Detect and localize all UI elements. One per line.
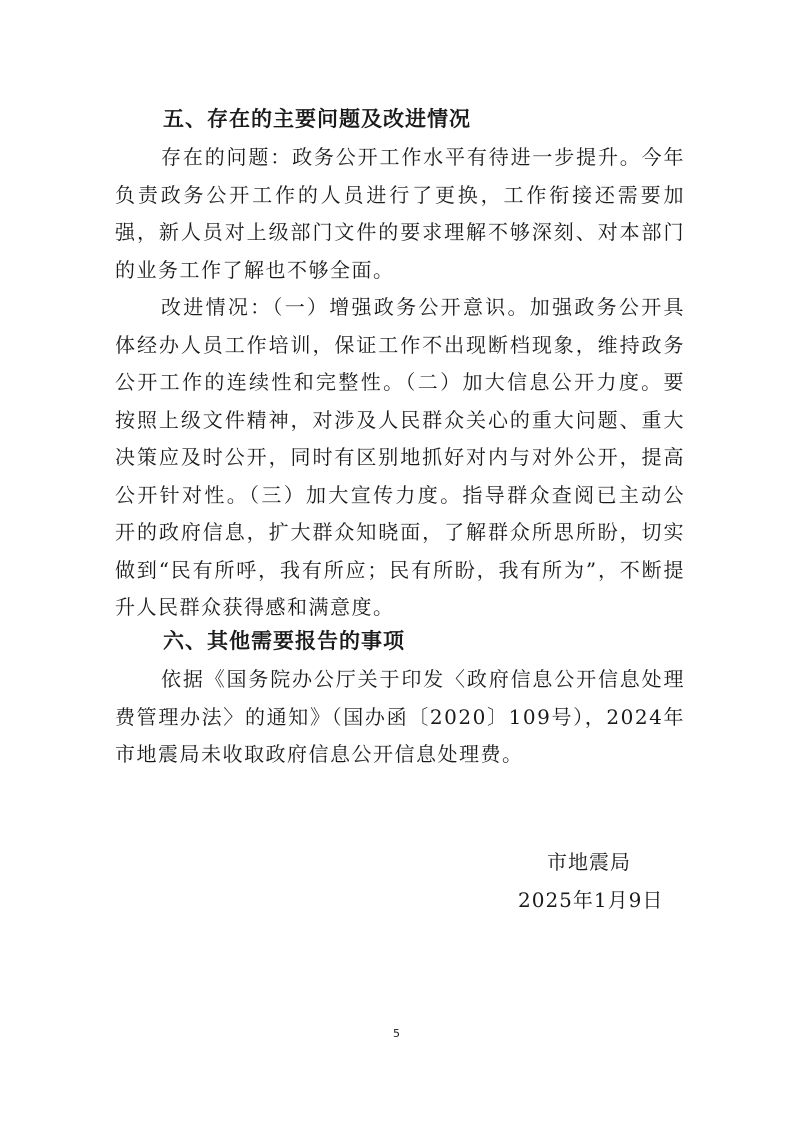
signature-date: 2025年1月9日 <box>518 888 664 912</box>
section-five-title: 五、存在的主要问题及改进情况 <box>163 107 471 131</box>
section-five-problems-paragraph: 存在的问题：政务公开工作水平有待进一步提升。今年负责政务公开工作的人员进行了更换，工作衔接还需要加强，新人员对上级部门文件的要求理解不够深刻、对本部门的业务工作了解也不够全面。 <box>115 145 685 282</box>
page-number: 5 <box>393 1027 400 1040</box>
section-five-improvements-paragraph: 改进情况：（一）增强政务公开意识。加强政务公开具体经办人员工作培训，保证工作不出现断档现象，维持政务公开工作的连续性和完整性。（二）加大信息公开力度。要按照上级文件精神，对涉及人民群众关心的重大问题、重大决策应及时公开，同时有区别地抓好对内与对外公开，提高公开针对性。（三）加大宣传力度。指导群众查阅已主动公开的政府信息，扩大群众知晓面，了解群众所思所盼，切实做到“民有所呼，我有所应；民有所盼，我有所为”，不断提升人民群众获得感和满意度。 <box>115 295 685 619</box>
section-six-title: 六、其他需要报告的事项 <box>163 629 405 653</box>
section-six-paragraph: 依据《国务院办公厅关于印发〈政府信息公开信息处理费管理办法〉的通知》（国办函〔2020〕109号），2024年市地震局未收取政府信息公开信息处理费。 <box>115 667 685 766</box>
signature-org: 市地震局 <box>547 850 631 874</box>
